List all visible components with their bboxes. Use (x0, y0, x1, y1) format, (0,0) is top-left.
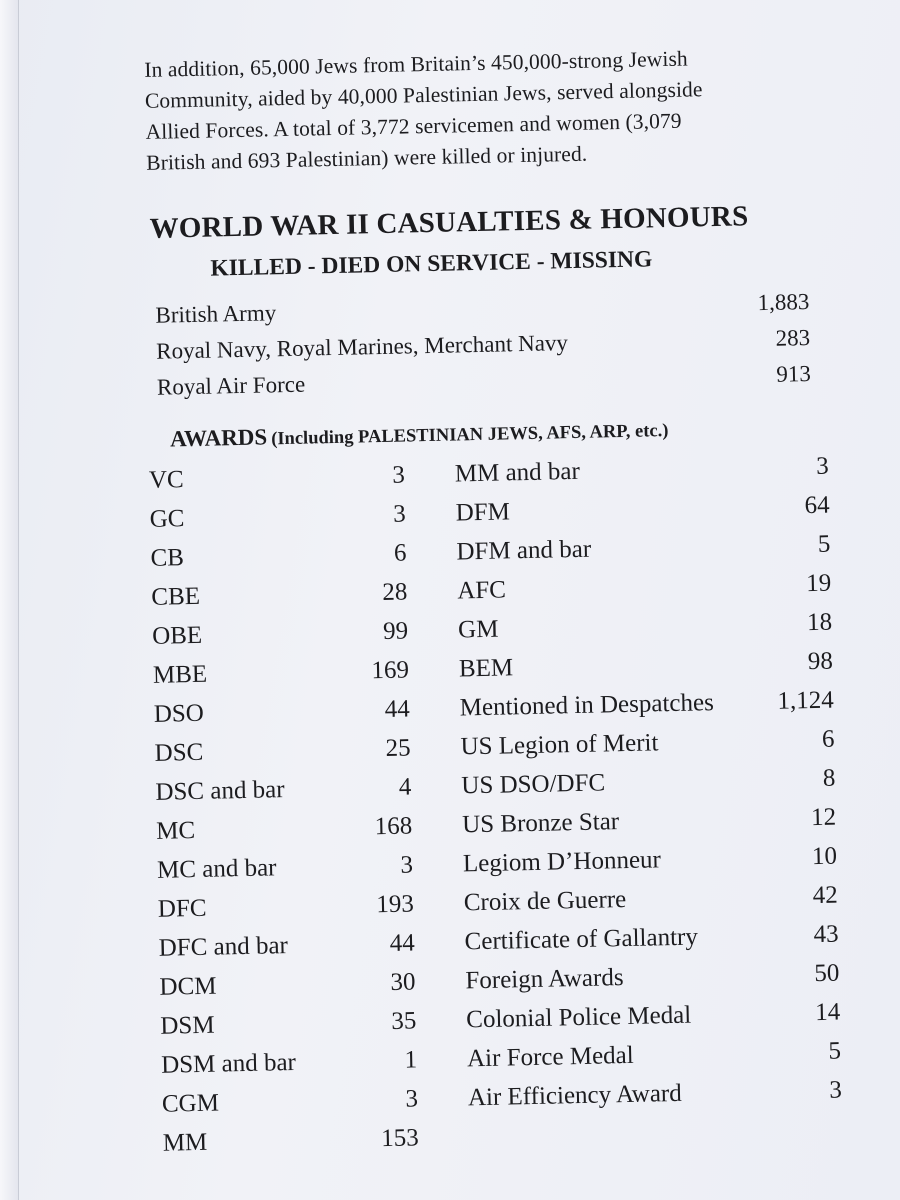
intro-line: British and 693 Palestinian) were killed or injured. (146, 141, 588, 175)
awards-heading (170, 416, 669, 452)
award-count: 4 (398, 773, 412, 801)
award-count: 50 (814, 959, 840, 988)
award-name: MBE (152, 660, 208, 689)
casualty-value: 283 (775, 325, 811, 351)
award-name: DFM (455, 498, 511, 527)
award-name: VC (148, 466, 184, 494)
award-name: MC and bar (156, 854, 277, 884)
award-count: 169 (371, 656, 410, 685)
award-count: 10 (811, 842, 838, 871)
award-name: US Bronze Star (461, 808, 620, 839)
award-name: MM (162, 1128, 208, 1157)
award-name: DFM and bar (456, 535, 592, 566)
award-row (157, 851, 414, 896)
award-name: GC (149, 505, 185, 533)
award-count: 8 (822, 764, 836, 792)
award-count: 28 (382, 578, 408, 607)
award-count: 99 (382, 617, 409, 646)
award-name: Certificate of Gallantry (464, 923, 699, 956)
award-count: 64 (804, 491, 830, 520)
award-row (159, 968, 416, 1013)
award-name: DFC (157, 894, 207, 923)
award-name: DCM (159, 972, 217, 1001)
casualty-value: 1,883 (757, 289, 810, 316)
award-row (156, 812, 413, 857)
award-name: OBE (151, 621, 203, 650)
award-count: 193 (376, 890, 415, 919)
intro-line: Community, aided by 40,000 Palestinian Jews, served alongside (144, 77, 703, 113)
award-count: 6 (393, 539, 407, 567)
previous-page-edge (0, 0, 19, 1200)
awards-heading-note: (Including PALESTINIAN JEWS, AFS, ARP, etc.) (271, 421, 669, 450)
award-name: CBE (151, 582, 201, 611)
award-name: MM and bar (454, 457, 581, 488)
award-name: Air Efficiency Award (467, 1079, 682, 1112)
award-count: 6 (821, 725, 835, 753)
award-count: 5 (817, 530, 831, 558)
award-row (150, 540, 407, 585)
award-name: DSC (154, 738, 204, 767)
intro-line: Allied Forces. A total of 3,772 servicemen and women (3,079 (145, 108, 682, 144)
award-count: 1,124 (777, 686, 834, 715)
award-count: 30 (390, 968, 416, 996)
award-name: US DSO/DFC (461, 769, 606, 800)
intro-line: In addition, 65,000 Jews from Britain’s 450,000-strong Jewish (144, 46, 689, 82)
page-content (140, 40, 843, 1157)
award-row (155, 773, 412, 818)
award-row (158, 929, 415, 974)
intro-paragraph (144, 41, 826, 179)
award-row (468, 1077, 843, 1125)
award-count: 35 (391, 1007, 417, 1035)
award-row (162, 1085, 419, 1130)
award-name: Colonial Police Medal (465, 1001, 692, 1034)
award-row (163, 1124, 420, 1169)
award-row (161, 1046, 418, 1091)
casualty-label: Royal Air Force (156, 371, 306, 400)
award-name: AFC (457, 576, 507, 605)
award-name: US Legion of Merit (460, 729, 659, 761)
award-name: BEM (458, 654, 514, 683)
award-name: Air Force Medal (466, 1041, 634, 1073)
award-count: 12 (810, 803, 837, 832)
section-title: WORLD WAR II CASUALTIES & HONOURS (149, 200, 749, 245)
award-name: DSC and bar (155, 776, 285, 806)
award-row (149, 462, 406, 507)
award-count: 44 (389, 929, 415, 957)
award-count: 3 (392, 500, 406, 528)
award-count: 43 (813, 920, 839, 949)
award-count: 3 (829, 1076, 843, 1104)
award-row (153, 657, 410, 702)
award-row (151, 579, 408, 624)
award-count: 19 (805, 569, 832, 598)
awards-heading-main: AWARDS (169, 424, 268, 452)
award-name: MC (155, 817, 196, 845)
award-name: Mentioned in Despatches (459, 689, 715, 722)
award-row (152, 618, 409, 663)
award-name: Legiom D’Honneur (462, 846, 662, 878)
award-count: 168 (374, 812, 413, 841)
award-name: DFC and bar (158, 932, 289, 962)
award-name: Croix de Guerre (463, 886, 627, 917)
award-name: DSO (153, 699, 205, 728)
award-count: 42 (812, 881, 839, 910)
award-count: 5 (828, 1037, 842, 1065)
section-subtitle: KILLED - DIED ON SERVICE - MISSING (210, 246, 653, 282)
award-count: 3 (815, 452, 830, 480)
award-count: 44 (384, 695, 411, 724)
award-name: DSM and bar (160, 1048, 297, 1079)
award-row (160, 1007, 417, 1052)
award-count: 3 (405, 1085, 419, 1113)
award-name: DSM (160, 1011, 215, 1040)
award-row (154, 695, 411, 740)
award-count: 25 (385, 734, 411, 763)
casualty-label: British Army (155, 300, 277, 328)
award-count: 3 (392, 461, 406, 489)
award-name: CB (150, 544, 185, 572)
casualty-value: 913 (776, 361, 812, 387)
award-name: CGM (161, 1089, 220, 1118)
award-row (149, 501, 406, 546)
award-count: 14 (814, 998, 841, 1027)
award-count: 153 (380, 1124, 420, 1153)
award-name: Foreign Awards (465, 964, 624, 995)
award-count: 1 (404, 1046, 418, 1074)
casualty-label: Royal Navy, Royal Marines, Merchant Navy (155, 330, 569, 364)
award-name: GM (457, 615, 499, 644)
award-count: 98 (807, 647, 834, 676)
award-row (158, 890, 415, 935)
award-count: 18 (806, 608, 833, 637)
award-count: 3 (400, 851, 414, 879)
award-row (154, 734, 411, 779)
